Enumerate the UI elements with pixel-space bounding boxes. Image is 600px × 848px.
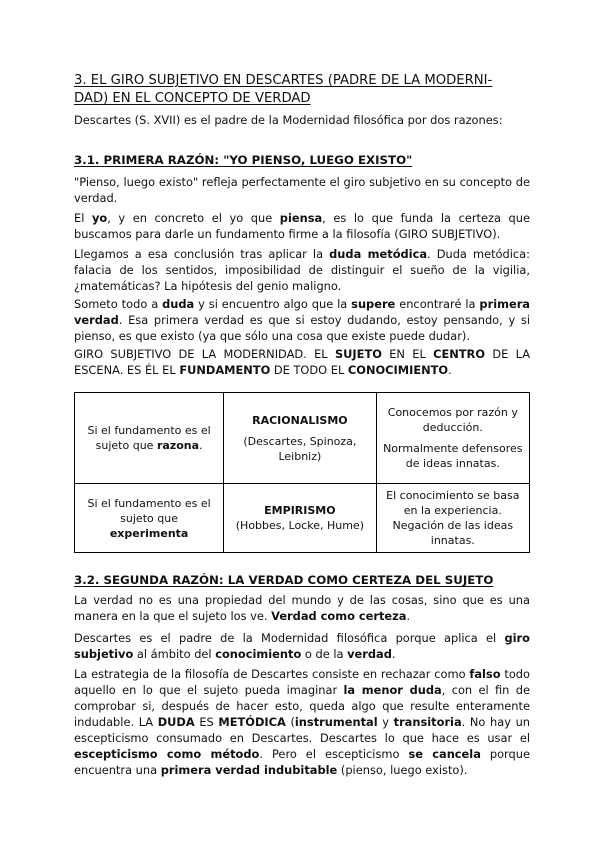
section-2-paragraph-3: La estrategia de la filosofía de Descartes consiste en rechazar como falso todo aquello en lo que el sujeto pueda imaginar la menor duda, con el fin de comprobar si, después de hacer esto, queda algo que resulte enteramente indudable. LA DUDA ES METÓDICA (instrumental y transitoria. No hay un escepticismo consumado en Descartes. Descartes lo que hace es usar el escepticismo como método. Pero el escepticismo se cancela porque encuentra una primera verdad indubitable (pienso, luego existo). xyxy=(74,667,531,777)
section-1-paragraph-5: GIRO SUBJETIVO DE LA MODERNIDAD. EL SUJETO EN EL CENTRO DE LA ESCENA. ES ÉL EL FUNDAMENTO DE TODO EL CONOCIMIENTO. xyxy=(74,347,531,377)
corriente-title: EMPIRISMO xyxy=(264,504,336,517)
section-2-heading: 3.2. SEGUNDA RAZÓN: LA VERDAD COMO CERTEZA DEL SUJETO xyxy=(74,573,494,587)
section-1-paragraph-2: El yo, y en concreto el yo que piensa, es lo que funda la certeza que buscamos para darle un fundamento firme a la filosofía (GIRO SUBJETIVO). xyxy=(74,211,531,241)
section-1-heading: 3.1. PRIMERA RAZÓN: "YO PIENSO, LUEGO EXISTO" xyxy=(74,153,413,167)
page-title xyxy=(74,72,530,108)
section-1-paragraph-4: Someto todo a duda y si encuentro algo que la supere encontraré la primera verdad. Esa primera verdad es que si estoy dudando, estoy pensando, y si pienso, es que existo (ya que sólo una cosa que existe puede dudar). xyxy=(74,297,530,343)
section-1-paragraph-3: Llegamos a esa conclusión tras aplicar la duda metódica. Duda metódica: falacia de los sentidos, imposibilidad de distinguir el sueño de la vigilia, ¿matemáticas? La hipótesis del genio maligno. xyxy=(74,247,530,293)
table-cell-corriente xyxy=(224,393,376,484)
corriente-title: RACIONALISMO xyxy=(252,413,348,427)
section-1-paragraph-1: "Pienso, luego existo" refleja perfectamente el giro subjetivo en su concepto de verdad. xyxy=(74,175,530,205)
section-2-paragraph-2: Descartes es el padre de la Modernidad filosófica porque aplica el giro subjetivo al ámbito del conocimiento o de la verdad. xyxy=(74,631,530,661)
table-row-racionalismo xyxy=(75,393,530,484)
page-title-line-2: DAD) EN EL CONCEPTO DE VERDAD xyxy=(74,91,311,106)
table-cell-fundamento: Si el fundamento es el sujeto que experimenta xyxy=(75,484,224,553)
table-cell-descripcion: Conocemos por razón y deducción. Normalmente defensores de ideas innatas. xyxy=(376,393,529,484)
table-cell-fundamento: Si el fundamento es el sujeto que razona. xyxy=(75,393,224,484)
page-title-line-1: 3. EL GIRO SUBJETIVO EN DESCARTES (PADRE DE LA MODERNI- xyxy=(74,73,493,88)
table-row-empirismo xyxy=(75,484,530,553)
section-2-paragraph-1: La verdad no es una propiedad del mundo y de las cosas, sino que es una manera en la que el sujeto los ve. Verdad como certeza. xyxy=(74,593,530,623)
table-cell-corriente xyxy=(224,484,376,553)
comparison-table xyxy=(74,392,530,553)
intro-paragraph: Descartes (S. XVII) es el padre de la Modernidad filosófica por dos razones: xyxy=(74,113,503,127)
corriente-authors: (Hobbes, Locke, Hume) xyxy=(235,519,364,532)
table-cell-descripcion: El conocimiento se basa en la experiencia. Negación de las ideas innatas. xyxy=(376,484,529,553)
corriente-authors: (Descartes, Spinoza, Leibniz) xyxy=(243,434,357,463)
